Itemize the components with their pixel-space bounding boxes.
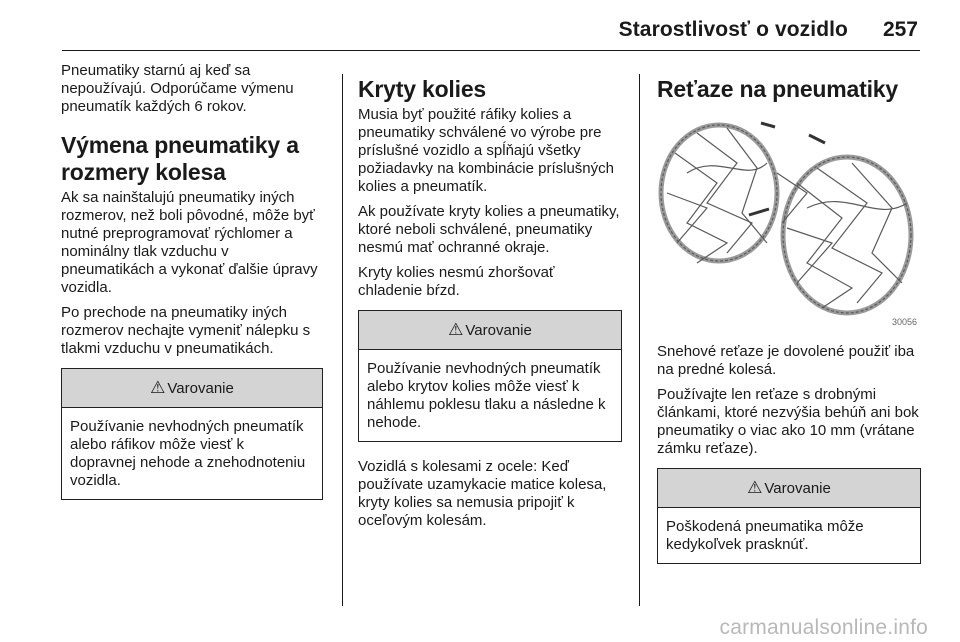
intro-paragraph: Pneumatiky starnú aj keď sa nepoužívajú. Odporúčame výmenu pneumatík každých 6 rokov.	[61, 62, 294, 115]
paragraph: Snehové reťaze je dovolené použiť iba na predné kolesá.	[657, 343, 915, 378]
warning-box	[657, 468, 921, 564]
image-code: 30056	[891, 317, 917, 327]
page-title: Starostlivosť o vozidlo	[618, 18, 848, 41]
snow-chains-illustration	[657, 113, 921, 331]
warning-text: Používanie nevhodných pneumatík alebo ráfikov môže viesť k dopravnej nehode a znehodnoteniu vozidla.	[70, 418, 306, 489]
section-heading-tire-replacement: Výmena pneumatiky a rozmery kolesa	[61, 132, 299, 185]
warning-title: Varovanie	[764, 479, 831, 497]
warning-text: Používanie nevhodných pneumatík alebo krytov kolies môže viesť k náhlemu poklesu tlaku a následne k nehode.	[367, 360, 606, 431]
column-2	[358, 62, 622, 537]
page-number: 257	[882, 18, 918, 41]
warning-title: Varovanie	[167, 379, 234, 397]
warning-header	[62, 369, 322, 408]
paragraph: Ak sa nainštalujú pneumatiky iných rozmerov, než boli pôvodné, môže byť nutné preprogramovať rýchlomer a nominálny tlak vzduchu v pneumatikách a vykonať ďalšie úpravy vozidla.	[61, 189, 318, 296]
warning-title: Varovanie	[465, 321, 532, 339]
watermark: carmanualsonline.info	[719, 616, 928, 639]
column-3	[657, 62, 921, 564]
column-divider-2	[639, 74, 640, 606]
paragraph: Kryty kolies nesmú zhoršovať chladenie bŕzd.	[358, 264, 555, 299]
warning-triangle-icon: ⚠	[747, 478, 763, 497]
warning-triangle-icon: ⚠	[448, 320, 464, 339]
column-1	[61, 62, 323, 500]
paragraph: Používajte len reťaze s drobnými článkami, ktoré nezvýšia behúň ani bok pneumatiky o viac ako 10 mm (vrátane zámku reťaze).	[657, 386, 919, 457]
warning-text: Poškodená pneumatika môže kedykoľvek prasknúť.	[666, 518, 864, 553]
warning-box	[358, 310, 622, 442]
warning-header	[658, 469, 920, 508]
page-header	[62, 14, 920, 51]
paragraph: Musia byť použité ráfiky kolies a pneumatiky schválené vo výrobe pre príslušné vozidlo a spĺňajú všetky požiadavky na kombinácie príslušných kolies a pneumatík.	[358, 106, 614, 195]
warning-box	[61, 368, 323, 500]
paragraph: Ak používate kryty kolies a pneumatiky, ktoré neboli schválené, pneumatiky nesmú mať ochranné okraje.	[358, 203, 620, 256]
section-heading-wheel-covers: Kryty kolies	[358, 76, 486, 102]
paragraph: Po prechode na pneumatiky iných rozmerov nechajte vymeniť nálepku s tlakmi vzduchu v pneumatikách.	[61, 304, 311, 357]
warning-triangle-icon: ⚠	[150, 378, 166, 397]
paragraph: Vozidlá s kolesami z ocele: Keď používate uzamykacie matice kolesa, kryty kolies sa nemusia pripojiť k oceľovým kolesám.	[358, 458, 607, 529]
warning-header	[359, 311, 621, 350]
column-divider-1	[342, 74, 343, 606]
section-heading-snow-chains: Reťaze na pneumatiky	[657, 76, 898, 102]
